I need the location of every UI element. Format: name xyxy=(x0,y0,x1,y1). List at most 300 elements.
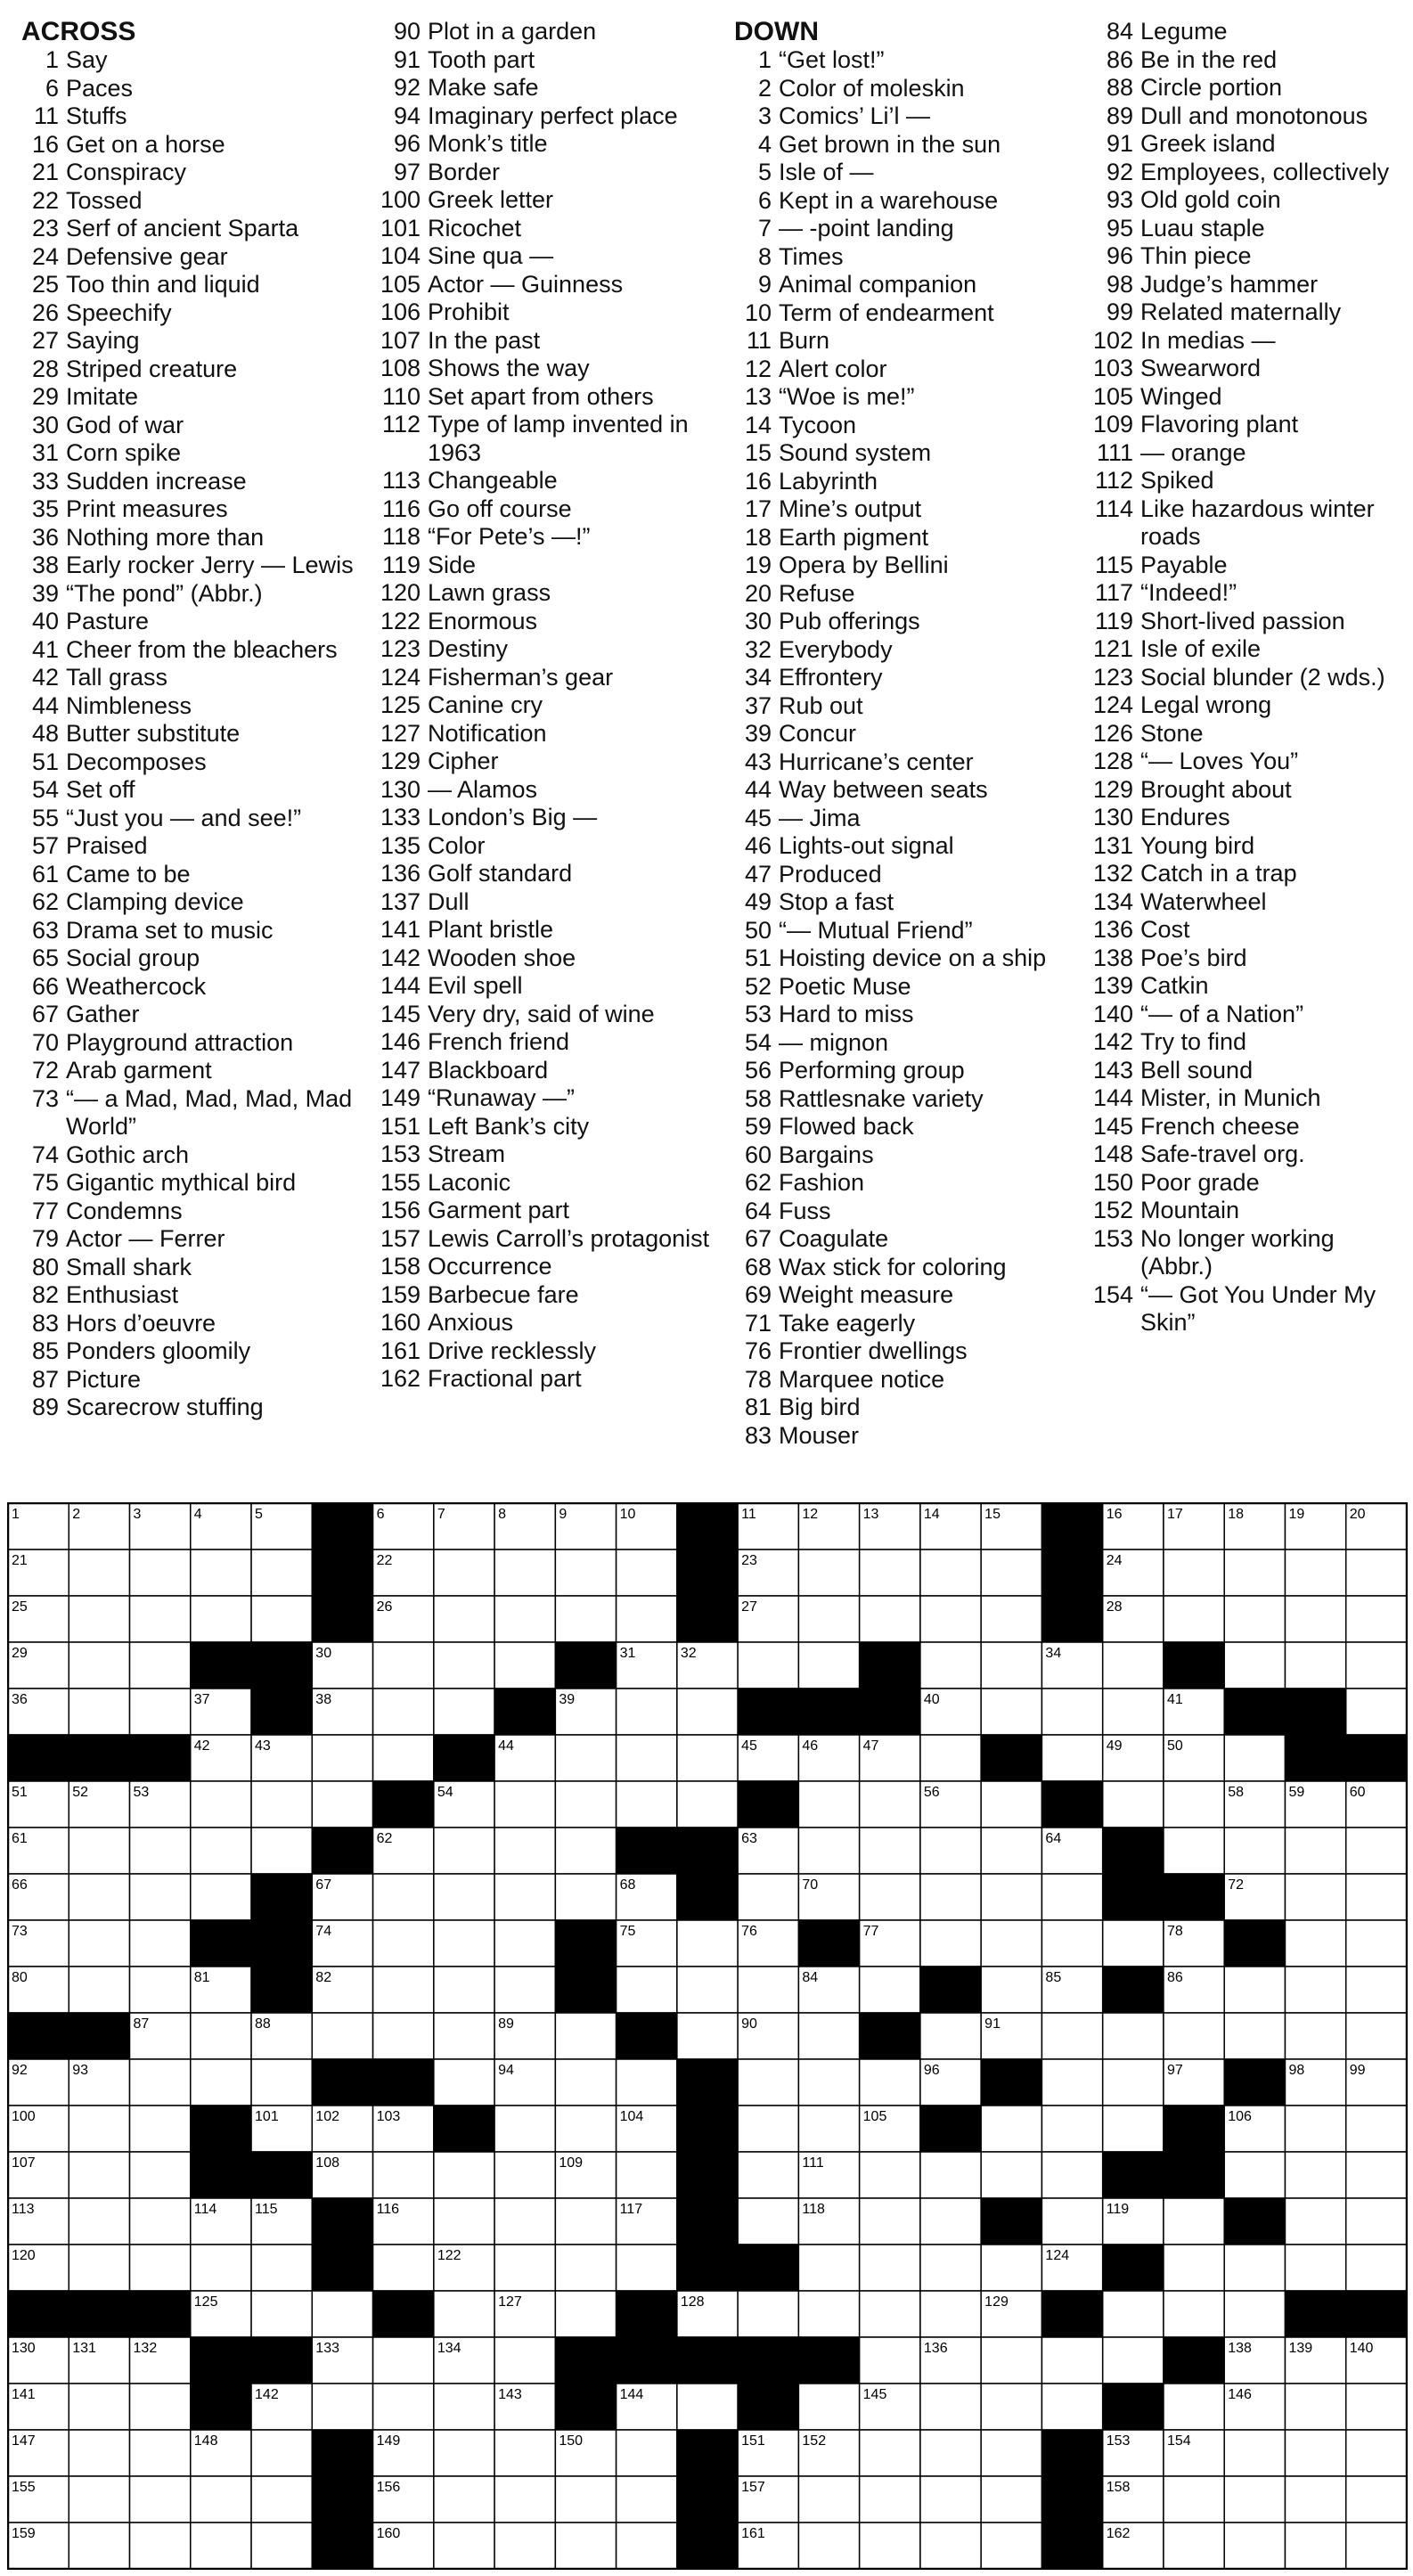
grid-cell[interactable] xyxy=(130,2384,191,2430)
grid-cell[interactable] xyxy=(617,2059,677,2106)
grid-cell[interactable] xyxy=(1224,2291,1285,2337)
grid-cell[interactable] xyxy=(69,1642,129,1689)
grid-cell[interactable] xyxy=(920,2523,981,2569)
grid-cell[interactable] xyxy=(434,2013,494,2059)
grid-cell[interactable] xyxy=(130,2430,191,2476)
grid-cell[interactable] xyxy=(251,2430,312,2476)
grid-cell[interactable] xyxy=(1346,2430,1407,2476)
grid-cell[interactable] xyxy=(798,2523,859,2569)
grid-cell[interactable] xyxy=(1224,2430,1285,2476)
grid-cell[interactable] xyxy=(191,2059,251,2106)
grid-cell[interactable] xyxy=(373,1642,434,1689)
grid-cell[interactable] xyxy=(860,1781,920,1828)
grid-cell[interactable] xyxy=(434,1920,494,1967)
grid-cell[interactable] xyxy=(69,2476,129,2523)
grid-cell[interactable] xyxy=(1041,1920,1102,1967)
grid-cell[interactable] xyxy=(494,2152,555,2198)
grid-cell[interactable] xyxy=(617,2152,677,2198)
grid-cell[interactable] xyxy=(1164,2384,1224,2430)
grid-cell[interactable] xyxy=(1041,2059,1102,2106)
grid-cell[interactable] xyxy=(434,1550,494,1596)
grid-cell[interactable] xyxy=(1285,1967,1345,2013)
grid-cell[interactable] xyxy=(738,2152,798,2198)
grid-cell[interactable] xyxy=(494,2245,555,2291)
grid-cell[interactable] xyxy=(130,2245,191,2291)
grid-cell[interactable] xyxy=(1285,1828,1345,1874)
grid-cell[interactable] xyxy=(677,1689,738,1735)
grid-cell[interactable] xyxy=(251,2523,312,2569)
grid-number: 120 xyxy=(12,2248,36,2263)
grid-cell[interactable] xyxy=(1285,1642,1345,1689)
grid-number: 41 xyxy=(1166,1692,1183,1707)
grid-cell[interactable] xyxy=(981,1781,1041,1828)
grid-cell[interactable] xyxy=(373,2013,434,2059)
grid-cell[interactable] xyxy=(617,2476,677,2523)
grid-cell[interactable] xyxy=(434,2059,494,2106)
grid-cell[interactable] xyxy=(434,2476,494,2523)
grid-cell[interactable] xyxy=(677,1967,738,2013)
grid-cell[interactable] xyxy=(738,2106,798,2152)
grid-cell[interactable] xyxy=(1224,1596,1285,1642)
grid-cell[interactable] xyxy=(69,2430,129,2476)
grid-cell[interactable] xyxy=(798,2384,859,2430)
grid-cell[interactable] xyxy=(1346,1642,1407,1689)
grid-cell[interactable] xyxy=(920,2291,981,2337)
grid-cell[interactable] xyxy=(434,2430,494,2476)
grid-cell[interactable] xyxy=(191,2523,251,2569)
grid-cell[interactable] xyxy=(1164,2245,1224,2291)
grid-cell[interactable] xyxy=(617,1689,677,1735)
grid-cell[interactable] xyxy=(191,1874,251,1920)
grid-number: 153 xyxy=(1106,2433,1131,2449)
grid-cell[interactable] xyxy=(1164,2291,1224,2337)
grid-cell[interactable] xyxy=(1346,2476,1407,2523)
grid-cell[interactable] xyxy=(494,1642,555,1689)
black-square xyxy=(677,1828,738,1874)
grid-cell[interactable] xyxy=(69,2523,129,2569)
grid-cell[interactable] xyxy=(555,1874,616,1920)
grid-cell[interactable] xyxy=(1041,2337,1102,2384)
grid-cell[interactable] xyxy=(981,2523,1041,2569)
grid-cell[interactable] xyxy=(69,1920,129,1967)
grid-cell[interactable] xyxy=(920,1920,981,1967)
grid-cell[interactable] xyxy=(130,1642,191,1689)
grid-cell[interactable] xyxy=(1164,2198,1224,2245)
grid-cell[interactable] xyxy=(130,2523,191,2569)
grid-cell[interactable] xyxy=(1164,1828,1224,1874)
clue-text: Monk’s title xyxy=(428,130,548,157)
grid-cell[interactable] xyxy=(130,1967,191,2013)
grid-cell[interactable] xyxy=(130,2106,191,2152)
grid-cell[interactable] xyxy=(860,2337,920,2384)
grid-cell[interactable] xyxy=(981,1828,1041,1874)
grid-cell[interactable] xyxy=(798,1642,859,1689)
grid-cell[interactable] xyxy=(981,2430,1041,2476)
grid-cell[interactable] xyxy=(1224,2523,1285,2569)
grid-cell[interactable] xyxy=(251,2245,312,2291)
grid-cell[interactable] xyxy=(1346,1596,1407,1642)
grid-cell[interactable] xyxy=(191,1828,251,1874)
grid-cell[interactable] xyxy=(555,1550,616,1596)
grid-cell[interactable] xyxy=(555,2476,616,2523)
grid-cell[interactable] xyxy=(434,1828,494,1874)
grid-cell[interactable] xyxy=(920,2384,981,2430)
grid-cell[interactable] xyxy=(920,1550,981,1596)
grid-cell[interactable] xyxy=(1346,2523,1407,2569)
grid-cell[interactable] xyxy=(555,1596,616,1642)
grid-cell[interactable] xyxy=(920,1874,981,1920)
grid-cell[interactable] xyxy=(1103,2337,1164,2384)
clue-text: Short-lived passion xyxy=(1140,607,1345,634)
grid-cell[interactable] xyxy=(798,2106,859,2152)
grid-cell[interactable] xyxy=(617,2523,677,2569)
grid-cell[interactable] xyxy=(130,2059,191,2106)
grid-cell[interactable] xyxy=(1224,1642,1285,1689)
grid-cell[interactable] xyxy=(373,1735,434,1781)
grid-cell[interactable] xyxy=(1346,1874,1407,1920)
grid-cell[interactable] xyxy=(1285,1874,1345,1920)
grid-cell[interactable] xyxy=(617,1781,677,1828)
grid-cell[interactable] xyxy=(617,2430,677,2476)
grid-cell[interactable] xyxy=(860,1967,920,2013)
grid-cell[interactable] xyxy=(251,2476,312,2523)
grid-cell[interactable] xyxy=(191,1596,251,1642)
grid-cell[interactable] xyxy=(69,2198,129,2245)
clue-item xyxy=(372,102,724,131)
clue-item xyxy=(18,495,365,524)
grid-cell[interactable] xyxy=(191,2245,251,2291)
grid-cell[interactable] xyxy=(920,2198,981,2245)
grid-cell[interactable] xyxy=(555,1781,616,1828)
grid-cell[interactable] xyxy=(191,1550,251,1596)
grid-cell[interactable] xyxy=(798,2059,859,2106)
grid-cell[interactable] xyxy=(981,1920,1041,1967)
grid-cell[interactable] xyxy=(1285,2523,1345,2569)
grid-cell[interactable] xyxy=(1164,2013,1224,2059)
grid-cell[interactable] xyxy=(494,2337,555,2384)
grid-cell[interactable] xyxy=(860,1596,920,1642)
grid-cell[interactable] xyxy=(677,1920,738,1967)
clue-number: 20 xyxy=(744,579,772,607)
grid-cell[interactable] xyxy=(920,2152,981,2198)
grid-cell[interactable] xyxy=(1103,1781,1164,1828)
grid-cell[interactable] xyxy=(494,1967,555,2013)
grid-cell[interactable] xyxy=(981,1874,1041,1920)
grid-cell[interactable] xyxy=(494,2523,555,2569)
grid-cell[interactable] xyxy=(738,1874,798,1920)
grid-cell[interactable] xyxy=(494,1781,555,1828)
grid-cell[interactable] xyxy=(677,2013,738,2059)
grid-cell[interactable] xyxy=(860,1874,920,1920)
grid-cell[interactable] xyxy=(373,2245,434,2291)
grid-cell[interactable] xyxy=(130,1920,191,1967)
grid-cell[interactable] xyxy=(738,2059,798,2106)
clue-number: 150 xyxy=(1092,1168,1133,1196)
grid-cell[interactable] xyxy=(494,2430,555,2476)
clue-number: 148 xyxy=(1092,1141,1133,1167)
grid-cell[interactable] xyxy=(1285,1550,1345,1596)
grid-cell[interactable] xyxy=(738,2198,798,2245)
grid-cell[interactable] xyxy=(373,2152,434,2198)
grid-cell[interactable] xyxy=(555,2059,616,2106)
grid-cell[interactable] xyxy=(920,1828,981,1874)
grid-cell[interactable] xyxy=(1041,2013,1102,2059)
clue-number: 30 xyxy=(744,608,772,634)
grid-cell[interactable] xyxy=(1285,1920,1345,1967)
grid-cell[interactable] xyxy=(555,2198,616,2245)
grid-cell[interactable] xyxy=(251,1828,312,1874)
grid-cell[interactable] xyxy=(920,2430,981,2476)
grid-cell[interactable] xyxy=(130,1874,191,1920)
grid-cell[interactable] xyxy=(860,2152,920,2198)
grid-cell[interactable] xyxy=(1041,2198,1102,2245)
grid-cell[interactable] xyxy=(434,1967,494,2013)
grid-cell[interactable] xyxy=(373,1920,434,1967)
grid-cell[interactable] xyxy=(920,2476,981,2523)
grid-cell[interactable] xyxy=(130,2476,191,2523)
grid-cell[interactable] xyxy=(191,1781,251,1828)
grid-cell[interactable] xyxy=(1041,1735,1102,1781)
grid-cell[interactable] xyxy=(69,2152,129,2198)
grid-cell[interactable] xyxy=(312,2291,372,2337)
grid-cell[interactable] xyxy=(738,1967,798,2013)
grid-cell[interactable] xyxy=(1164,2523,1224,2569)
grid-cell[interactable] xyxy=(1103,2013,1164,2059)
grid-cell[interactable] xyxy=(373,1967,434,2013)
grid-cell[interactable] xyxy=(251,1596,312,1642)
grid-cell[interactable] xyxy=(617,1596,677,1642)
grid-cell[interactable] xyxy=(1164,1596,1224,1642)
grid-cell[interactable] xyxy=(251,2291,312,2337)
grid-cell[interactable] xyxy=(1041,1874,1102,1920)
grid-cell[interactable] xyxy=(860,1828,920,1874)
grid-cell[interactable] xyxy=(69,1596,129,1642)
grid-cell[interactable] xyxy=(920,2013,981,2059)
grid-cell[interactable] xyxy=(1224,2152,1285,2198)
grid-cell[interactable] xyxy=(860,2476,920,2523)
grid-cell[interactable] xyxy=(434,1874,494,1920)
grid-cell[interactable] xyxy=(1285,2106,1345,2152)
grid-cell[interactable] xyxy=(617,1967,677,2013)
grid-cell[interactable] xyxy=(494,1920,555,1967)
grid-cell[interactable] xyxy=(920,2245,981,2291)
grid-cell[interactable] xyxy=(617,1550,677,1596)
grid-cell[interactable] xyxy=(373,2384,434,2430)
grid-cell[interactable] xyxy=(1346,2013,1407,2059)
grid-cell[interactable] xyxy=(738,2291,798,2337)
grid-cell[interactable] xyxy=(69,2106,129,2152)
grid-cell[interactable] xyxy=(1164,2476,1224,2523)
grid-cell[interactable] xyxy=(1041,2152,1102,2198)
grid-cell[interactable] xyxy=(555,2291,616,2337)
grid-cell[interactable] xyxy=(1224,2476,1285,2523)
grid-cell[interactable] xyxy=(798,1828,859,1874)
grid-cell[interactable] xyxy=(617,2245,677,2291)
grid-cell[interactable] xyxy=(69,1828,129,1874)
grid-cell[interactable] xyxy=(981,1550,1041,1596)
grid-cell[interactable] xyxy=(1103,1689,1164,1735)
grid-cell[interactable] xyxy=(860,2245,920,2291)
grid-cell[interactable] xyxy=(69,2384,129,2430)
grid-cell[interactable] xyxy=(860,2430,920,2476)
grid-cell[interactable] xyxy=(1041,2106,1102,2152)
grid-cell[interactable] xyxy=(981,2245,1041,2291)
grid-cell[interactable] xyxy=(798,1781,859,1828)
grid-cell[interactable] xyxy=(981,1689,1041,1735)
grid-cell[interactable] xyxy=(1346,1967,1407,2013)
grid-cell[interactable] xyxy=(798,2476,859,2523)
clue-number: 133 xyxy=(380,804,421,830)
grid-cell[interactable] xyxy=(251,1781,312,1828)
grid-cell[interactable] xyxy=(69,1874,129,1920)
clue-item xyxy=(1085,608,1408,636)
clue-number: 149 xyxy=(380,1084,421,1111)
grid-cell[interactable] xyxy=(1224,1828,1285,1874)
grid-cell[interactable] xyxy=(798,2013,859,2059)
grid-cell[interactable] xyxy=(1346,2106,1407,2152)
grid-cell[interactable] xyxy=(981,2106,1041,2152)
grid-cell[interactable] xyxy=(1285,2430,1345,2476)
grid-cell[interactable] xyxy=(434,1596,494,1642)
grid-cell[interactable] xyxy=(1224,1735,1285,1781)
grid-cell[interactable] xyxy=(1346,1689,1407,1735)
clue-item xyxy=(731,776,1078,805)
grid-cell[interactable] xyxy=(798,1550,859,1596)
grid-cell[interactable] xyxy=(860,2523,920,2569)
grid-cell[interactable] xyxy=(312,1735,372,1781)
grid-cell[interactable] xyxy=(1103,2106,1164,2152)
clue-number: 112 xyxy=(381,411,421,438)
grid-cell[interactable] xyxy=(1285,2476,1345,2523)
grid-cell[interactable] xyxy=(130,1828,191,1874)
grid-cell[interactable] xyxy=(1164,1550,1224,1596)
grid-cell[interactable] xyxy=(1346,2245,1407,2291)
grid-cell[interactable] xyxy=(434,2384,494,2430)
grid-cell[interactable] xyxy=(1285,2245,1345,2291)
grid-cell[interactable] xyxy=(617,1735,677,1781)
grid-cell[interactable] xyxy=(1164,1781,1224,1828)
grid-cell[interactable] xyxy=(920,1642,981,1689)
grid-cell[interactable] xyxy=(494,2106,555,2152)
grid-cell[interactable] xyxy=(130,1689,191,1735)
grid-cell[interactable] xyxy=(860,2291,920,2337)
grid-cell[interactable] xyxy=(434,1642,494,1689)
grid-cell[interactable] xyxy=(1346,2384,1407,2430)
grid-cell[interactable] xyxy=(1346,2198,1407,2245)
clue-number: 91 xyxy=(1106,130,1133,157)
grid-cell[interactable] xyxy=(130,1596,191,1642)
grid-cell[interactable] xyxy=(677,2384,738,2430)
grid-cell[interactable] xyxy=(130,2198,191,2245)
grid-cell[interactable] xyxy=(494,1828,555,1874)
grid-cell[interactable] xyxy=(981,2337,1041,2384)
grid-cell[interactable] xyxy=(555,1828,616,1874)
grid-cell[interactable] xyxy=(1346,2152,1407,2198)
grid-cell[interactable] xyxy=(251,1550,312,1596)
grid-cell[interactable] xyxy=(494,2198,555,2245)
grid-cell[interactable] xyxy=(981,1967,1041,2013)
grid-cell[interactable] xyxy=(920,1596,981,1642)
grid-cell[interactable] xyxy=(1103,1642,1164,1689)
grid-cell[interactable] xyxy=(312,2384,372,2430)
grid-cell[interactable] xyxy=(860,1550,920,1596)
grid-cell[interactable] xyxy=(860,2059,920,2106)
grid-cell[interactable] xyxy=(1224,1967,1285,2013)
grid-cell[interactable] xyxy=(69,1689,129,1735)
grid-cell[interactable] xyxy=(981,2152,1041,2198)
grid-cell[interactable] xyxy=(1285,1596,1345,1642)
grid-cell[interactable] xyxy=(555,1735,616,1781)
grid-cell[interactable] xyxy=(373,1874,434,1920)
grid-cell[interactable] xyxy=(373,1689,434,1735)
grid-cell[interactable] xyxy=(1346,1920,1407,1967)
grid-cell[interactable] xyxy=(494,1874,555,1920)
grid-cell[interactable] xyxy=(981,2384,1041,2430)
grid-cell[interactable] xyxy=(69,1967,129,2013)
grid-cell[interactable] xyxy=(130,2152,191,2198)
grid-cell[interactable] xyxy=(1103,2291,1164,2337)
grid-cell[interactable] xyxy=(798,1596,859,1642)
grid-cell[interactable] xyxy=(434,2152,494,2198)
grid-cell[interactable] xyxy=(312,1781,372,1828)
grid-cell[interactable] xyxy=(1346,1550,1407,1596)
grid-cell[interactable] xyxy=(555,2523,616,2569)
grid-cell[interactable] xyxy=(981,1642,1041,1689)
grid-cell[interactable] xyxy=(555,2106,616,2152)
grid-cell[interactable] xyxy=(1041,1689,1102,1735)
grid-cell[interactable] xyxy=(860,2198,920,2245)
grid-cell[interactable] xyxy=(920,1735,981,1781)
grid-cell[interactable] xyxy=(981,2476,1041,2523)
grid-cell[interactable] xyxy=(1285,2013,1345,2059)
grid-cell[interactable] xyxy=(677,1781,738,1828)
grid-cell[interactable] xyxy=(1346,1828,1407,1874)
grid-cell[interactable] xyxy=(555,2013,616,2059)
grid-cell[interactable] xyxy=(69,2245,129,2291)
grid-cell[interactable] xyxy=(494,1596,555,1642)
grid-cell[interactable] xyxy=(555,2245,616,2291)
grid-cell[interactable] xyxy=(434,1689,494,1735)
grid-cell[interactable] xyxy=(312,2013,372,2059)
grid-cell[interactable] xyxy=(69,1550,129,1596)
grid-cell[interactable] xyxy=(738,1642,798,1689)
grid-cell[interactable] xyxy=(1285,2152,1345,2198)
grid-cell[interactable] xyxy=(1224,2013,1285,2059)
grid-cell[interactable] xyxy=(373,2337,434,2384)
grid-cell[interactable] xyxy=(1285,2198,1345,2245)
grid-cell[interactable] xyxy=(494,1550,555,1596)
grid-cell[interactable] xyxy=(1041,2384,1102,2430)
grid-cell[interactable] xyxy=(1224,2245,1285,2291)
grid-cell[interactable] xyxy=(1285,2384,1345,2430)
grid-cell[interactable] xyxy=(798,2291,859,2337)
grid-cell[interactable] xyxy=(434,2291,494,2337)
grid-cell[interactable] xyxy=(1103,2059,1164,2106)
grid-cell[interactable] xyxy=(434,2523,494,2569)
grid-cell[interactable] xyxy=(981,1596,1041,1642)
grid-cell[interactable] xyxy=(191,2476,251,2523)
grid-number: 57 xyxy=(1045,1785,1062,1800)
grid-cell[interactable] xyxy=(1224,1550,1285,1596)
grid-cell[interactable] xyxy=(130,1550,191,1596)
grid-cell[interactable] xyxy=(494,2476,555,2523)
grid-cell[interactable] xyxy=(1103,1920,1164,1967)
grid-cell[interactable] xyxy=(251,2059,312,2106)
grid-cell[interactable] xyxy=(434,2198,494,2245)
grid-cell[interactable] xyxy=(798,2245,859,2291)
grid-cell[interactable] xyxy=(677,1735,738,1781)
grid-cell[interactable] xyxy=(191,2013,251,2059)
